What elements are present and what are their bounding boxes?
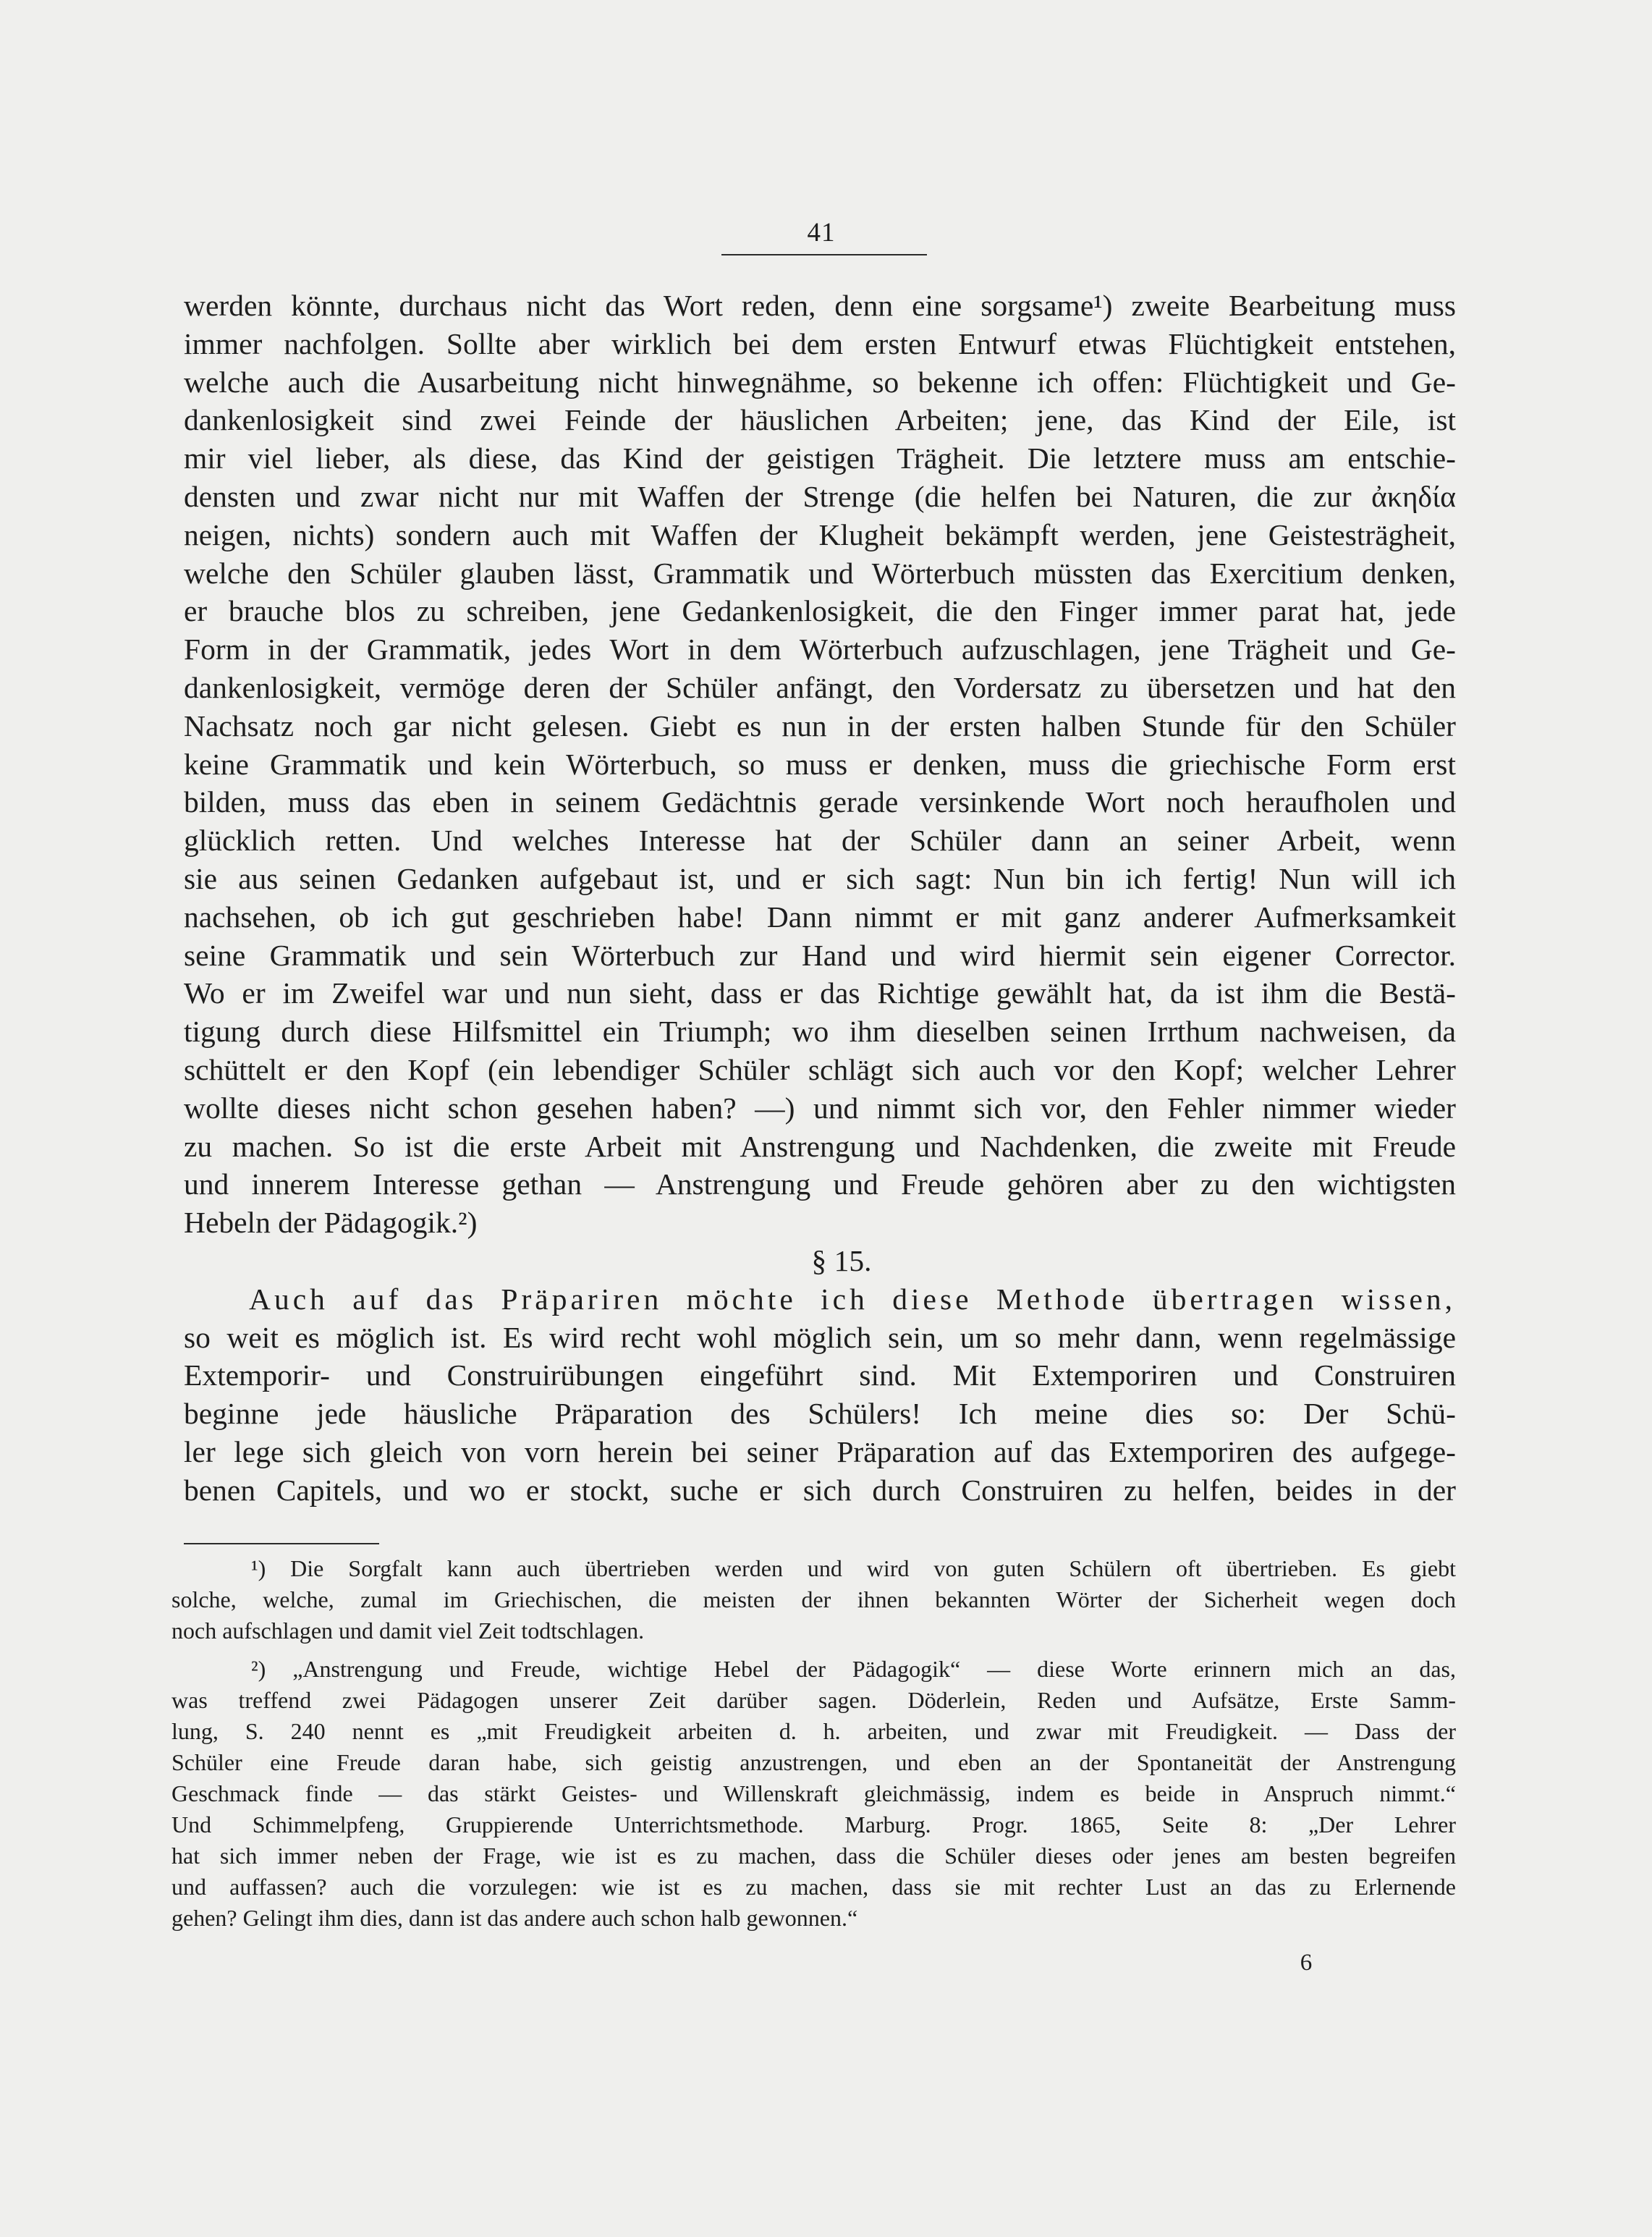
text-line: keine Grammatik und kein Wörterbuch, so muss er denken, muss die griechische Form erst [184, 747, 1456, 781]
text-line: so weit es möglich ist. Es wird recht wohl möglich sein, um so mehr dann, wenn regelmässige [184, 1320, 1456, 1354]
text-line: Auch auf das Präpariren möchte ich diese Methode übertragen wissen, [249, 1282, 1456, 1316]
text-line: Hebeln der Pädagogik.²) [184, 1206, 478, 1240]
text-line: mir viel lieber, als diese, das Kind der geistigen Trägheit. Die letztere muss am entschie- [184, 441, 1456, 475]
text-line: seine Grammatik und sein Wörterbuch zur Hand und wird hiermit sein eigener Corrector. [184, 938, 1456, 972]
footnote-rule [184, 1543, 379, 1544]
text-line: welche den Schüler glauben lässt, Grammatik und Wörterbuch müssten das Exercitium denken, [184, 556, 1456, 590]
footnote-line: hat sich immer neben der Frage, wie ist es zu machen, dass die Schüler dieses oder jenes am besten begreifen [171, 1843, 1456, 1869]
text-line: immer nachfolgen. Sollte aber wirklich bei dem ersten Entwurf etwas Flüchtigkeit entstehen, [184, 326, 1456, 360]
text-line: bilden, muss das eben in seinem Gedächtnis gerade versinkende Wort noch heraufholen und [184, 785, 1456, 819]
body-text [184, 287, 1456, 1510]
text-line: neigen, nichts) sondern auch mit Waffen der Klugheit bekämpft werden, jene Geistesträgheit, [184, 517, 1456, 551]
text-line: Nachsatz noch gar nicht gelesen. Giebt es nun in der ersten halben Stunde für den Schüler [184, 709, 1456, 743]
text-line: schüttelt er den Kopf (ein lebendiger Schüler schlägt sich auch vor den Kopf; welcher Lehrer [184, 1052, 1456, 1086]
footnote-line: solche, welche, zumal im Griechischen, die meisten der ihnen bekannten Wörter der Sicherheit wegen doch [171, 1586, 1456, 1612]
text-line: benen Capitels, und wo er stockt, suche er sich durch Construiren zu helfen, beides in der [184, 1473, 1456, 1507]
footnote-line: gehen? Gelingt ihm dies, dann ist das andere auch schon halb gewonnen.“ [171, 1905, 858, 1931]
section-heading: § 15. [811, 1243, 872, 1277]
text-line: er brauche blos zu schreiben, jene Gedankenlosigkeit, die den Finger immer parat hat, jede [184, 594, 1456, 628]
text-line: tigung durch diese Hilfsmittel ein Triumph; wo ihm dieselben seinen Irrthum nachweisen, da [184, 1015, 1456, 1049]
text-line: dankenlosigkeit, vermöge deren der Schüler anfängt, den Vordersatz zu übersetzen und hat den [184, 670, 1456, 704]
text-line: Form in der Grammatik, jedes Wort in dem Wörterbuch aufzuschlagen, jene Trägheit und Ge- [184, 633, 1456, 667]
text-line: und innerem Interesse gethan — Anstrengung und Freude gehören aber zu den wichtigsten [184, 1167, 1456, 1201]
page-number: 41 [807, 218, 836, 248]
text-line: nachsehen, ob ich gut geschrieben habe! Dann nimmt er mit ganz anderer Aufmerksamkeit [184, 900, 1456, 934]
text-line: wollte dieses nicht schon gesehen haben? —) und nimmt sich vor, den Fehler nimmer wieder [184, 1091, 1456, 1125]
footnote-line: Schüler eine Freude daran habe, sich geistig anzustrengen, und eben an der Spontaneität der Anstrengung [171, 1749, 1456, 1775]
text-line: Wo er im Zweifel war und nun sieht, dass er das Richtige gewählt hat, da ist ihm die Bestä- [184, 976, 1456, 1010]
text-line: beginne jede häusliche Präparation des Schülers! Ich meine dies so: Der Schü- [184, 1397, 1456, 1431]
footnote-line: was treffend zwei Pädagogen unserer Zeit darüber sagen. Döderlein, Reden und Aufsätze, Erste Samm- [171, 1687, 1456, 1713]
text-line: Extemporir- und Construirübungen eingeführt sind. Mit Extemporiren und Construiren [184, 1358, 1456, 1392]
footnote-gap [171, 1646, 1456, 1654]
footnote-line: ¹) Die Sorgfalt kann auch übertrieben werden und wird von guten Schülern oft übertrieben. Es giebt [251, 1555, 1456, 1581]
footnotes [171, 1553, 1456, 1934]
footnote-line: und auffassen? auch die vorzulegen: wie ist es zu machen, dass sie mit rechter Lust an das zu Erlernende [171, 1874, 1456, 1900]
footnote-line: lung, S. 240 nennt es „mit Freudigkeit arbeiten d. h. arbeiten, und zwar mit Freudigkeit. — Dass der [171, 1718, 1456, 1744]
signature-mark: 6 [1300, 1950, 1313, 1976]
footnote-line: noch aufschlagen und damit viel Zeit todtschlagen. [171, 1618, 645, 1644]
header-rule [721, 254, 927, 255]
text-line: ler lege sich gleich von vorn herein bei seiner Präparation auf das Extemporiren des aufgege- [184, 1434, 1456, 1468]
footnote-line: Geschmack finde — das stärkt Geistes- und Willenskraft gleichmässig, indem es beide in Anspruch nimmt.“ [171, 1780, 1456, 1806]
text-line: densten und zwar nicht nur mit Waffen der Strenge (die helfen bei Naturen, die zur ἀκηδία [184, 479, 1456, 513]
text-line: zu machen. So ist die erste Arbeit mit Anstrengung und Nachdenken, die zweite mit Freude [184, 1129, 1456, 1163]
text-line: welche auch die Ausarbeitung nicht hinwegnähme, so bekenne ich offen: Flüchtigkeit und Ge- [184, 365, 1456, 399]
text-line: glücklich retten. Und welches Interesse hat der Schüler dann an seiner Arbeit, wenn [184, 824, 1456, 858]
text-line: werden könnte, durchaus nicht das Wort reden, denn eine sorgsame¹) zweite Bearbeitung muss [184, 289, 1456, 322]
text-line: sie aus seinen Gedanken aufgebaut ist, und er sich sagt: Nun bin ich fertig! Nun will ich [184, 861, 1456, 895]
footnote-line: ²) „Anstrengung und Freude, wichtige Hebel der Pädagogik“ — diese Worte erinnern mich an das, [251, 1656, 1456, 1682]
text-line: dankenlosigkeit sind zwei Feinde der häuslichen Arbeiten; jene, das Kind der Eile, ist [184, 403, 1456, 437]
footnote-line: Und Schimmelpfeng, Gruppierende Unterrichtsmethode. Marburg. Progr. 1865, Seite 8: „Der Lehrer [171, 1811, 1456, 1838]
